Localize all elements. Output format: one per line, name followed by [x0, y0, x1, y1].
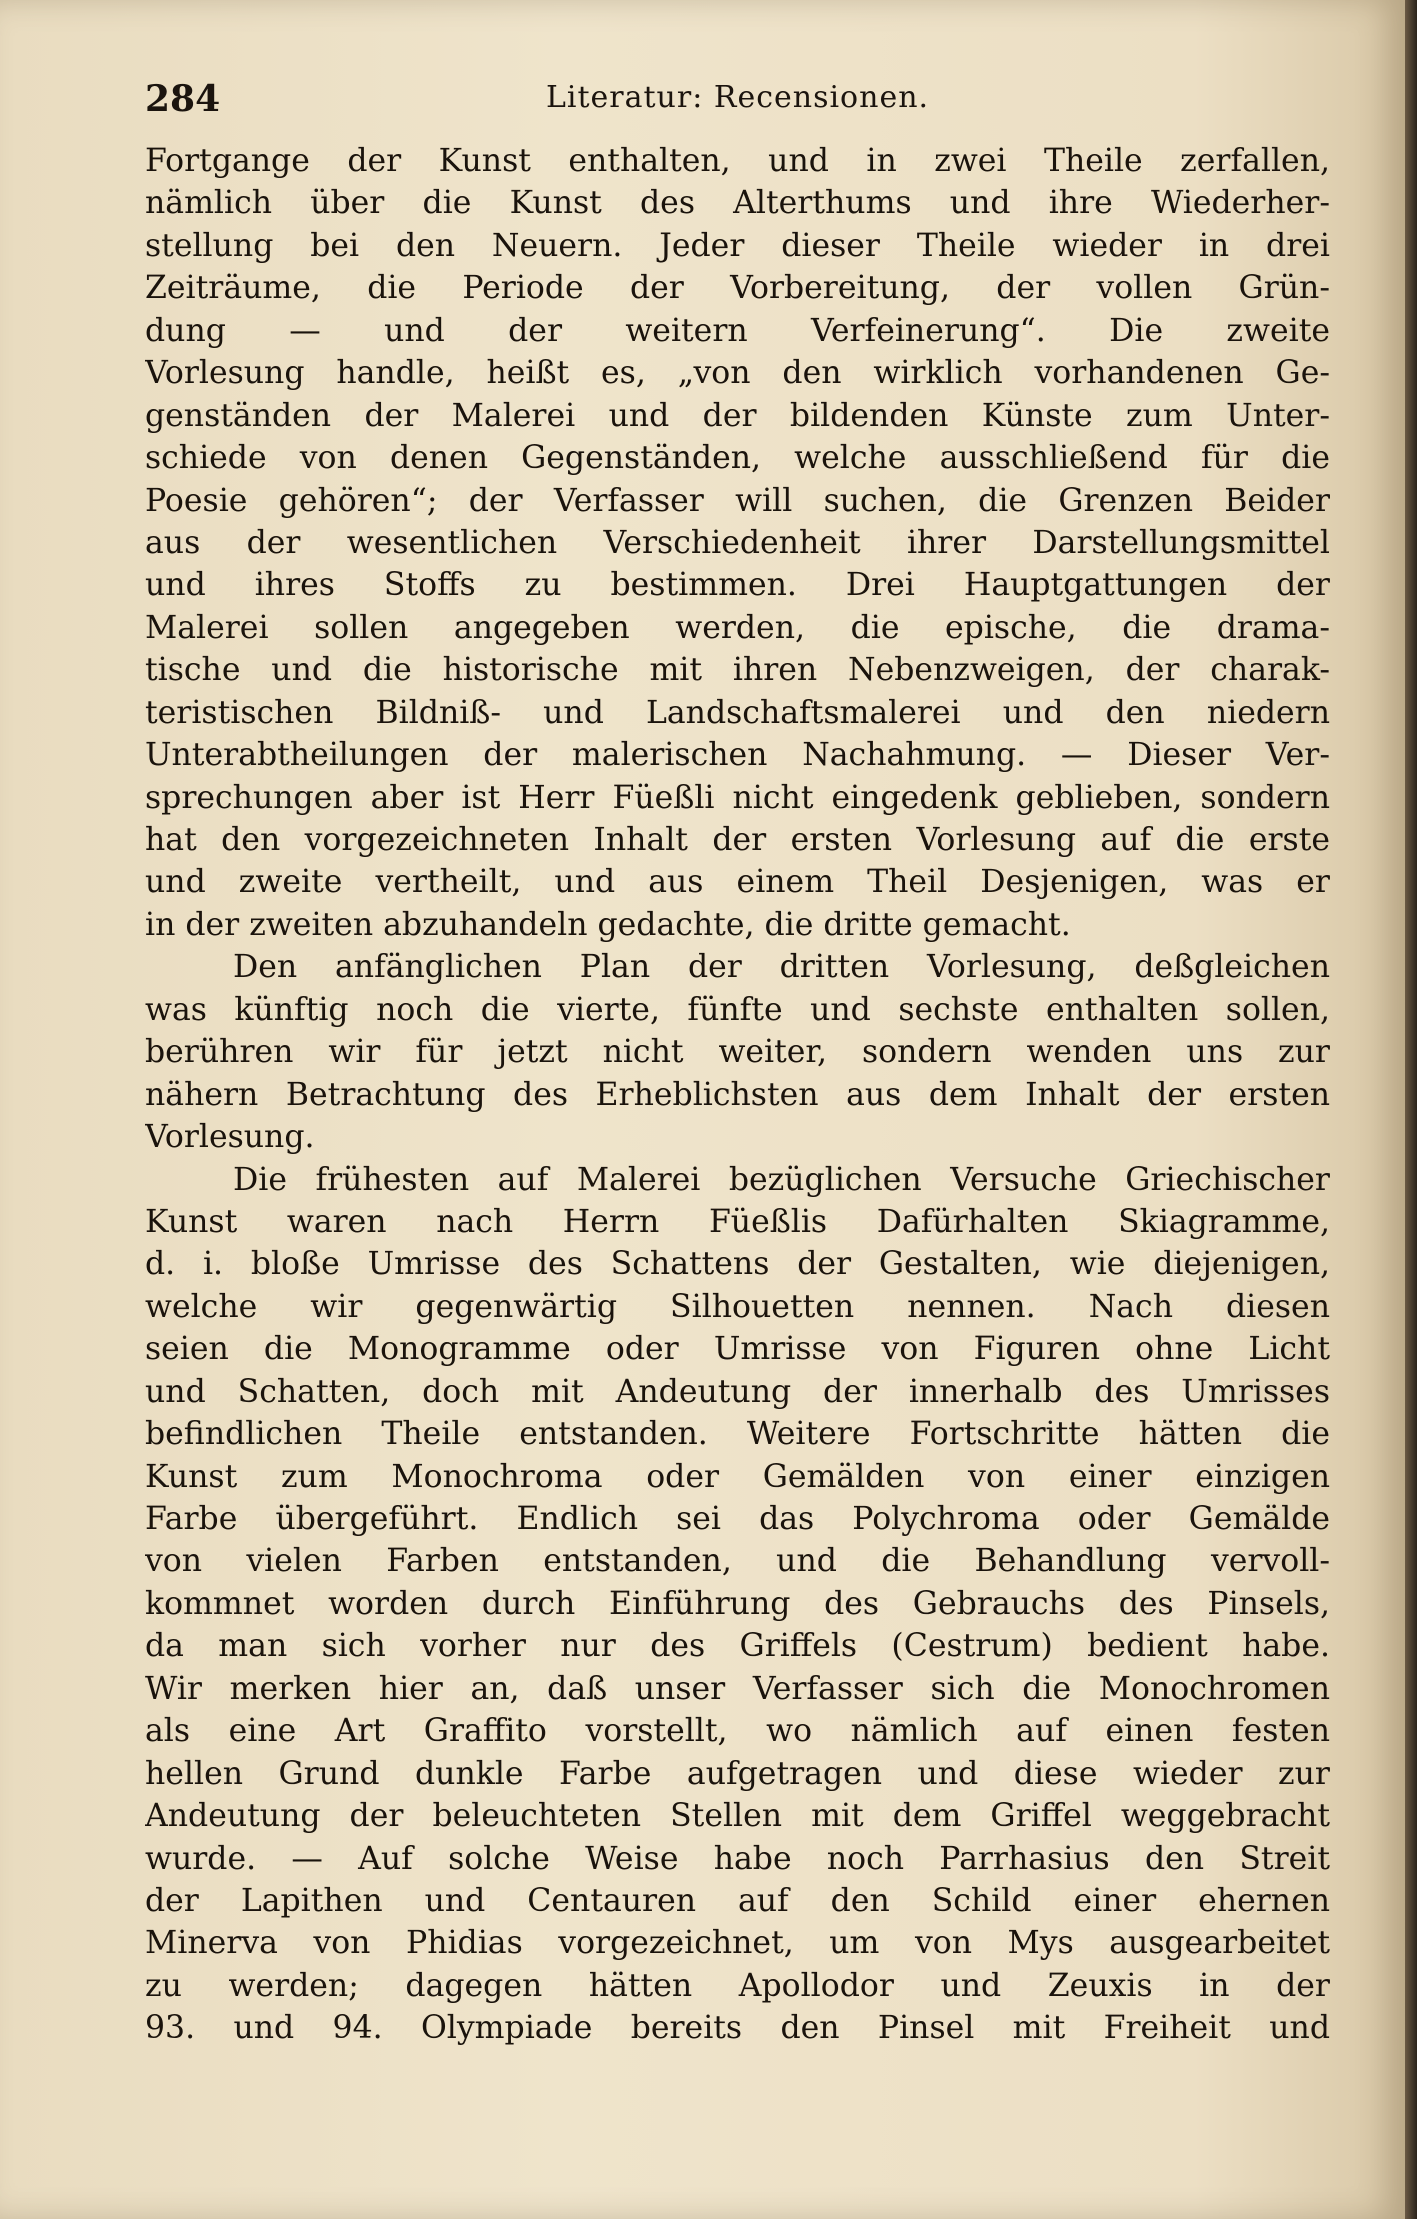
page-number: 284: [145, 78, 221, 120]
text-line: und Schatten, doch mit Andeutung der innerhalb des Umrisses: [145, 1373, 1330, 1410]
text-line: teristischen Bildniß- und Landschaftsmalerei und den niedern: [145, 694, 1330, 731]
text-line: Unterabtheilungen der malerischen Nachahmung. — Dieser Ver-: [145, 737, 1330, 774]
text-line: Zeiträume, die Periode der Vorbereitung, der vollen Grün-: [145, 270, 1330, 307]
text-line: Poesie gehören“; der Verfasser will suchen, die Grenzen Beider: [145, 482, 1330, 519]
text-line: Andeutung der beleuchteten Stellen mit dem Griffel weggebracht: [145, 1798, 1330, 1835]
page-edge-shadow: [1405, 0, 1417, 2219]
text-line: der Lapithen und Centauren auf den Schild einer ehernen: [145, 1882, 1330, 1919]
text-line: welche wir gegenwärtig Silhouetten nennen. Nach diesen: [145, 1288, 1330, 1325]
text-line: Kunst zum Monochroma oder Gemälden von einer einzigen: [145, 1458, 1330, 1495]
text-line: Wir merken hier an, daß unser Verfasser sich die Monochromen: [145, 1670, 1330, 1707]
running-head: Literatur: Recensionen.: [545, 80, 930, 115]
text-line: hat den vorgezeichneten Inhalt der ersten Vorlesung auf die erste: [145, 822, 1330, 858]
text-line: als eine Art Graffito vorstellt, wo nämlich auf einen festen: [145, 1713, 1330, 1750]
paragraph-start-line: Die frühesten auf Malerei bezüglichen Versuche Griechischer: [233, 1161, 1330, 1198]
text-line: berühren wir für jetzt nicht weiter, sondern wenden uns zur: [145, 1034, 1330, 1071]
text-line: befindlichen Theile entstanden. Weitere Fortschritte hätten die: [145, 1416, 1330, 1453]
text-line: Kunst waren nach Herrn Füeßlis Dafürhalten Skiagramme,: [145, 1203, 1330, 1240]
text-line: nämlich über die Kunst des Alterthums und ihre Wiederher-: [145, 185, 1330, 222]
paragraph-end-line: Vorlesung.: [145, 1119, 315, 1156]
text-line: da man sich vorher nur des Griffels (Cestrum) bedient habe.: [145, 1628, 1330, 1665]
text-line: Malerei sollen angegeben werden, die epische, die drama-: [145, 609, 1330, 646]
text-line: d. i. bloße Umrisse des Schattens der Gestalten, wie diejenigen,: [145, 1246, 1330, 1283]
page-header: [145, 78, 1330, 122]
text-line: 93. und 94. Olympiade bereits den Pinsel mit Freiheit und: [145, 2010, 1330, 2047]
text-line: tische und die historische mit ihren Nebenzweigen, der charak-: [145, 652, 1330, 689]
text-line: was künftig noch die vierte, fünfte und sechste enthalten sollen,: [145, 991, 1330, 1028]
text-line: genständen der Malerei und der bildenden Künste zum Unter-: [145, 397, 1330, 434]
text-line: hellen Grund dunkle Farbe aufgetragen und diese wieder zur: [145, 1755, 1330, 1792]
text-line: Fortgange der Kunst enthalten, und in zwei Theile zerfallen,: [145, 143, 1330, 179]
text-line: dung — und der weitern Verfeinerung“. Die zweite: [145, 312, 1330, 349]
text-line: schiede von denen Gegenständen, welche ausschließend für die: [145, 440, 1330, 477]
text-line: Farbe übergeführt. Endlich sei das Polychroma oder Gemälde: [145, 1501, 1330, 1537]
text-line: Vorlesung handle, heißt es, „von den wirklich vorhandenen Ge-: [145, 355, 1330, 392]
text-line: und zweite vertheilt, und aus einem Theil Desjenigen, was er: [145, 864, 1330, 901]
text-line: aus der wesentlichen Verschiedenheit ihrer Darstellungsmittel: [145, 524, 1330, 561]
text-line: seien die Monogramme oder Umrisse von Figuren ohne Licht: [145, 1331, 1330, 1368]
text-line: wurde. — Auf solche Weise habe noch Parrhasius den Streit: [145, 1840, 1330, 1877]
text-line: sprechungen aber ist Herr Füeßli nicht eingedenk geblieben, sondern: [145, 779, 1330, 816]
text-line: kommnet worden durch Einführung des Gebrauchs des Pinsels,: [145, 1585, 1330, 1622]
text-line: zu werden; dagegen hätten Apollodor und Zeuxis in der: [145, 1967, 1330, 2004]
paragraph-start-line: Den anfänglichen Plan der dritten Vorlesung, deßgleichen: [233, 949, 1330, 986]
paragraph-end-line: in der zweiten abzuhandeln gedachte, die dritte gemacht.: [145, 906, 1071, 943]
text-line: nähern Betrachtung des Erheblichsten aus dem Inhalt der ersten: [145, 1076, 1330, 1113]
text-line: von vielen Farben entstanden, und die Behandlung vervoll-: [145, 1543, 1330, 1580]
text-line: stellung bei den Neuern. Jeder dieser Theile wieder in drei: [145, 227, 1330, 264]
text-line: Minerva von Phidias vorgezeichnet, um von Mys ausgearbeitet: [145, 1925, 1330, 1962]
text-line: und ihres Stoffs zu bestimmen. Drei Hauptgattungen der: [145, 567, 1330, 604]
body-text: [145, 140, 1330, 2050]
